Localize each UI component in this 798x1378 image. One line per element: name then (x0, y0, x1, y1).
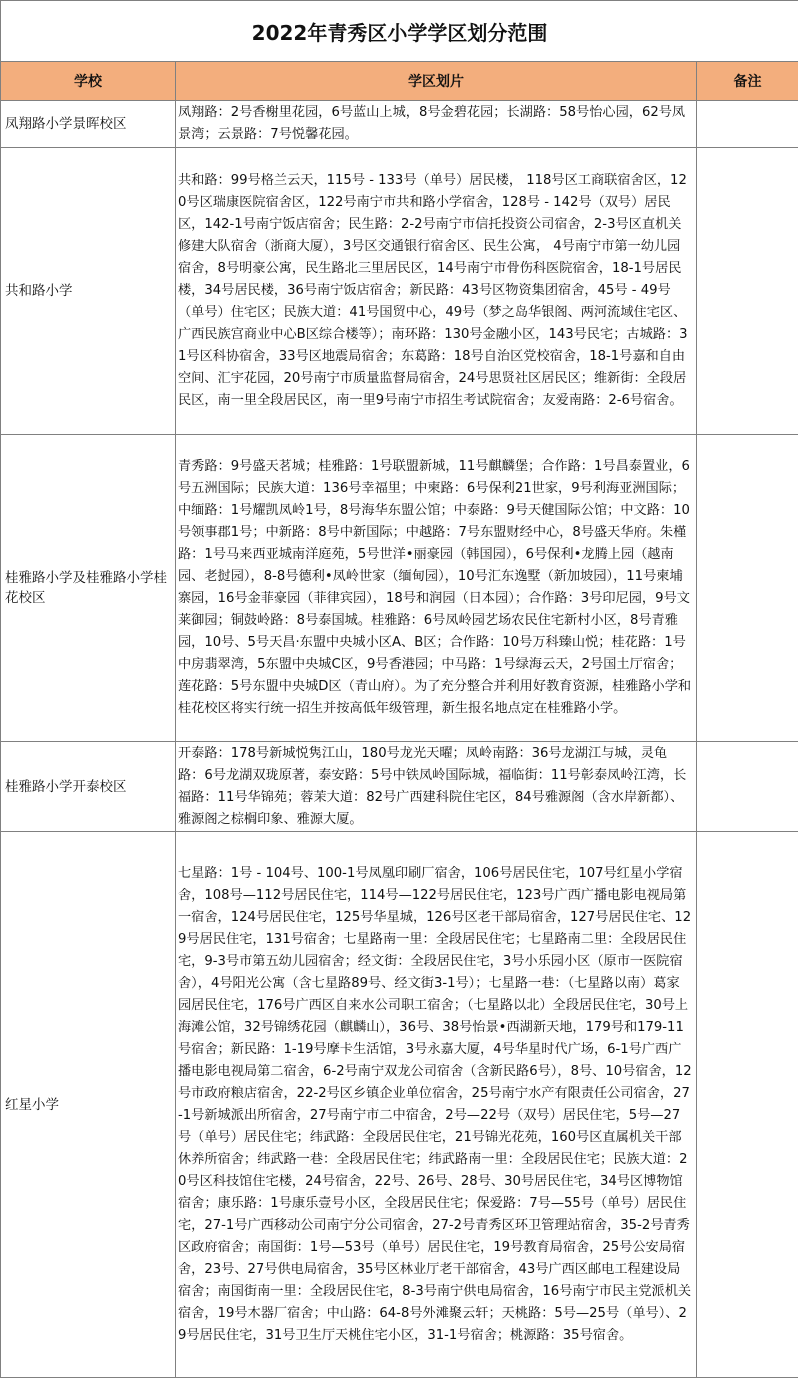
note-cell (697, 742, 798, 832)
table-row (1, 742, 798, 832)
district-text: 凤翔路：2号香榭里花园，6号蓝山上城，8号金碧花园；长湖路：58号怡心园，62号凤景湾；云景路：7号悦馨花园。 (176, 101, 697, 148)
header-school: 学校 (1, 62, 176, 101)
note-cell (697, 148, 798, 435)
header-note: 备注 (697, 62, 798, 101)
district-text: 七星路：1号 - 104号、100-1号凤凰印刷厂宿舍，106号居民住宅，107号红星小学宿舍，108号—112号居民住宅，114号—122号居民住宅，123号广西广播电影电视局第一宿舍，124号居民住宅，125号华星城，126号区老干部局宿舍，127号居民住宅、129号居民住宅，131号宿舍；七星路南一里：全段居民住宅；七星路南二里：全段居民住宅，9-3号市第五幼儿园宿舍；经文街：全段居民住宅，3号小乐园小区（原市一医院宿舍），4号阳光公寓（含七星路89号、经文街3-1号）；七星路一巷：（七星路以南）葛家园居民住宅，176号广西区自来水公司职工宿舍；（七星路以北）全段居民住宅，30号上海滩公馆，32号锦绣花园（麒麟山），36号、38号怡景•西湖新天地，179号和179-11号宿舍；新民路：1-19号摩卡生活馆，3号永嘉大厦，4号华星时代广场，6-1号广西广播电影电视局第二宿舍，6-2号南宁双龙公司宿舍（含新民路6号），8号、10号宿舍，12号市政府粮店宿舍，22-2号区乡镇企业单位宿舍，25号南宁水产有限责任公司宿舍，27-1号新城派出所宿舍，27号南宁市二中宿舍，2号—22号（双号）居民住宅，5号—27号（单号）居民住宅；纬武路：全段居民住宅，21号锦光花苑，160号区直属机关干部休养所宿舍；纬武路一巷：全段居民住宅；纬武路南一里：全段居民住宅；民族大道：20号区科技馆住宅楼，24号宿舍，22号、26号、28号、30号居民住宅，34号区博物馆宿舍；康乐路：1号康乐壹号小区，全段居民住宅；保爱路：7号—55号（单号）居民住宅，27-1号广西移动公司南宁分公司宿舍，27-2号青秀区环卫管理站宿舍，35-2号青秀区政府宿舍；南国街：1号—53号（单号）居民住宅，19号教育局宿舍，25号公安局宿舍，23号、27号供电局宿舍，35号区林业厅老干部宿舍，43号广西区邮电工程建设局宿舍；南国街南一里：全段居民住宅，8-3号南宁供电局宿舍，16号南宁市民主党派机关宿舍，19号木器厂宿舍；中山路：64-8号外滩聚云轩；天桃路：5号—25号（单号）、29号居民住宅，31号卫生厅天桃住宅小区，31-1号宿舍；桃源路：35号宿舍。 (176, 832, 697, 1378)
school-name: 桂雅路小学及桂雅路小学桂花校区 (1, 435, 176, 742)
table-row (1, 101, 798, 148)
district-text: 开泰路：178号新城悦隽江山，180号龙光天曜；凤岭南路：36号龙湖江与城，灵龟路：6号龙湖双珑原著，泰安路：5号中铁凤岭国际城，福临街：11号彰泰凤岭江湾，长福路：11号华锦苑；蓉茉大道：82号广西建科院住宅区，84号雅源阁（含水岸新都）、雅源阁之棕榈印象、雅源大厦。 (176, 742, 697, 832)
school-name: 凤翔路小学景晖校区 (1, 101, 176, 148)
table-row (1, 832, 798, 1378)
note-cell (697, 832, 798, 1378)
header-district: 学区划片 (176, 62, 697, 101)
title-row (1, 1, 798, 62)
table-row (1, 435, 798, 742)
note-cell (697, 435, 798, 742)
school-name: 桂雅路小学开泰校区 (1, 742, 176, 832)
header-row (1, 62, 798, 101)
page-title: 2022年青秀区小学学区划分范围 (1, 1, 798, 62)
district-text: 青秀路：9号盛天茗城；桂雅路：1号联盟新城，11号麒麟堡；合作路：1号昌泰置业，6号五洲国际；民族大道：136号幸福里；中柬路：6号保利21世家，9号利海亚洲国际；中缅路：1号耀凯凤岭1号，8号海华东盟公馆；中泰路：9号天健国际公馆；中文路：10号领事郡1号；中新路：8号中新国际；中越路：7号东盟财经中心，8号盛天华府。朱槿路：1号马来西亚城南洋庭苑，5号世洋•丽豪园（韩国园），6号保利•龙腾上园（越南园、老挝园），8-8号德利•凤岭世家（缅甸园），10号汇东逸墅（新加坡园），11号柬埔寨园，16号金菲豪园（菲律宾园），18号和润园（日本园）；合作路：3号印尼园，9号文莱御园；铜鼓岭路：8号泰国城。桂雅路：6号凤岭园艺场农民住宅新村小区，8号青雅园，10号、5号天昌·东盟中央城小区A、B区；合作路：10号万科臻山悦；桂花路：1号中房翡翠湾，5东盟中央城C区，9号香港园；中马路：1号绿海云天，2号国土厅宿舍；莲花路：5号东盟中央城D区（青山府）。为了充分整合并利用好教育资源，桂雅路小学和桂花校区将实行统一招生并按高低年级管理，新生报名地点定在桂雅路小学。 (176, 435, 697, 742)
note-cell (697, 101, 798, 148)
district-text: 共和路：99号格兰云天，115号 - 133号（单号）居民楼， 118号区工商联宿舍区，120号区瑞康医院宿舍区，122号南宁市共和路小学宿舍，128号 - 142号（双号）居民区，142-1号南宁饭店宿舍；民生路：2-2号南宁市信托投资公司宿舍，2-3号区直机关修建大队宿舍（浙商大厦），3号区交通银行宿舍区、民生公寓， 4号南宁市第一幼儿园宿舍，8号明豪公寓，民生路北三里居民区，14号南宁市骨伤科医院宿舍，18-1号居民楼，34号居民楼，36号南宁饭店宿舍；新民路：43号区物资集团宿舍，45号 - 49号（单号）住宅区；民族大道：41号国贸中心，49号（梦之岛华银阁、两河流域住宅区、广西民族宫商业中心B区综合楼等）；南环路：130号金融小区，143号民宅；古城路：31号区科协宿舍，33号区地震局宿舍；东葛路：18号自治区党校宿舍，18-1号嘉和自由空间、汇宇花园，20号南宁市质量监督局宿舍，24号思贤社区居民区；维新街：全段居民区，南一里全段居民区，南一里9号南宁市招生考试院宿舍；友爱南路：2-6号宿舍。 (176, 148, 697, 435)
school-name: 共和路小学 (1, 148, 176, 435)
table-row (1, 148, 798, 435)
school-name: 红星小学 (1, 832, 176, 1378)
